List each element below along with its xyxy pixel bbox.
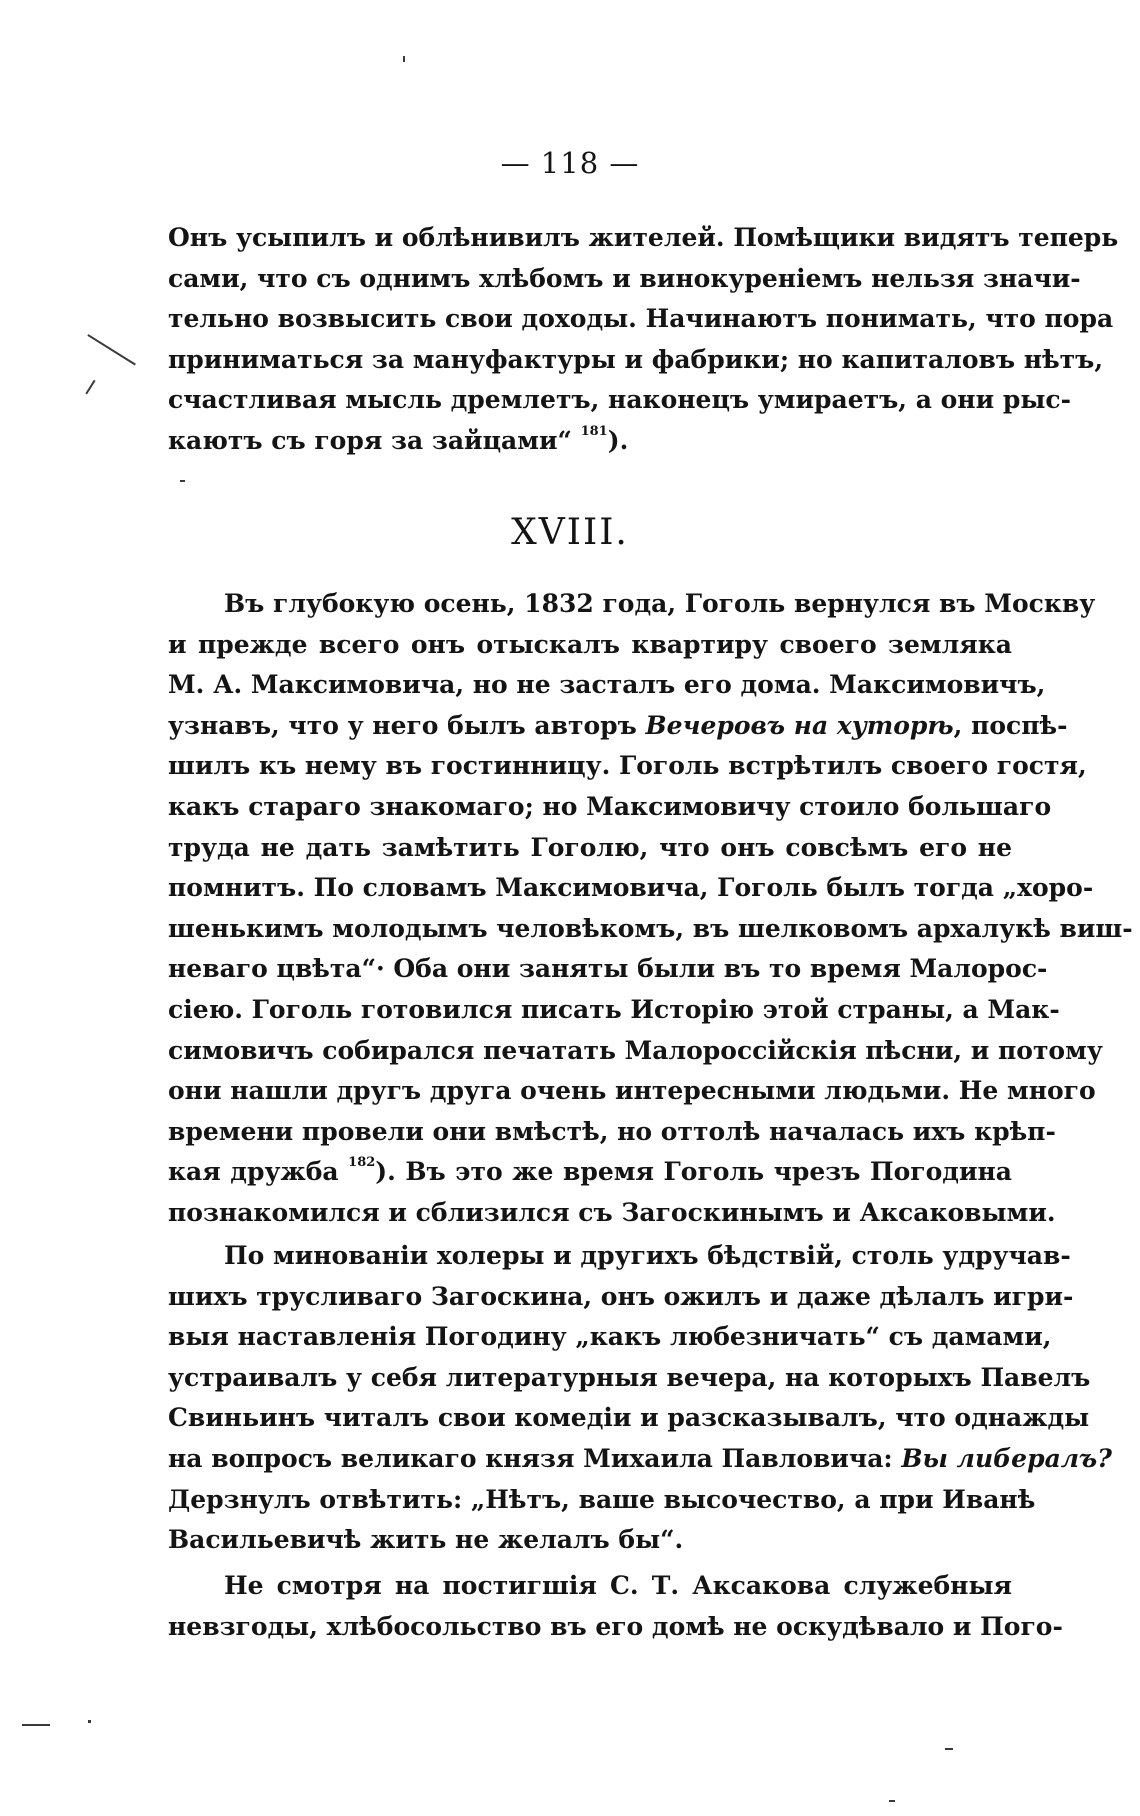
- text-line: и прежде всего онъ отыскалъ квартиру своего земляка: [168, 629, 1012, 659]
- text-line: помнитъ. По словамъ Максимовича, Гоголь былъ тогда „хоро-: [168, 873, 1094, 903]
- scan-mark: [403, 56, 405, 62]
- text-segment: каютъ съ горя за зайцами“: [168, 425, 572, 455]
- italic-title: Вечеровъ на хуторѣ: [645, 710, 954, 740]
- scan-mark: [88, 1720, 91, 1723]
- text-line: По минованіи холеры и другихъ бѣдствій, столь удручав-: [224, 1241, 1071, 1270]
- text-line: Не смотря на постигшія С. Т. Аксакова служебныя: [224, 1571, 1012, 1600]
- scan-mark: [889, 1800, 895, 1802]
- text-line: труда не дать замѣтить Гоголю, что онъ совсѣмъ его не: [168, 832, 1012, 862]
- text-line: Дерзнулъ отвѣтить: „Нѣтъ, ваше высочество, а при Иванѣ: [168, 1484, 1036, 1514]
- paragraph-aksakov: [168, 1566, 1063, 1647]
- text-line: неваго цвѣта“· Оба они заняты были въ то время Малорос-: [168, 954, 1048, 984]
- text-line: приниматься за мануфактуры и фабрики; но капиталовъ нѣтъ,: [168, 344, 1104, 374]
- text-line: выя наставленія Погодину „какъ любезничать“ съ дамами,: [168, 1322, 1052, 1352]
- paragraph-autumn-1832: [168, 584, 1133, 1234]
- paragraph-continuation: [168, 218, 1119, 462]
- text-line: [168, 706, 1068, 747]
- scan-mark: [88, 334, 136, 365]
- text-line: [168, 1152, 1012, 1193]
- text-segment: ). Въ это же время Гоголь чрезъ Погодина: [375, 1157, 1012, 1187]
- text-line: симовичъ собирался печатать Малороссійскія пѣсни, и потому: [168, 1035, 1103, 1065]
- scan-mark: [85, 380, 95, 394]
- text-line: счастливая мысль дремлетъ, наконецъ умираетъ, а они рыс-: [168, 385, 1071, 415]
- text-line: Онъ усыпилъ и облѣнивилъ жителей. Помѣщики видятъ теперь: [168, 223, 1119, 252]
- scan-mark: [945, 1748, 953, 1750]
- footnote-ref: 182: [348, 1155, 376, 1171]
- text-line: шихъ трусливаго Загоскина, онъ ожилъ и даже дѣлалъ игри-: [168, 1281, 1074, 1311]
- scan-mark: [180, 480, 185, 482]
- text-segment: ).: [607, 425, 629, 455]
- italic-quote: Вы либералъ?: [901, 1443, 1112, 1473]
- text-line: шенькимъ молодымъ человѣкомъ, въ шелковомъ архалукѣ виш-: [168, 913, 1133, 943]
- footnote-ref: 181: [580, 423, 608, 439]
- scan-mark: [22, 1724, 50, 1726]
- text-line: М. А. Максимовича, но не засталъ его дома. Максимовичъ,: [168, 670, 1046, 700]
- text-line: Васильевичѣ жить не желалъ бы“.: [168, 1525, 684, 1555]
- text-line: Свиньинъ читалъ свои комедіи и разсказывалъ, что однажды: [168, 1403, 1090, 1433]
- text-line: [168, 421, 1012, 462]
- text-segment: узнавъ, что у него былъ авторъ: [168, 710, 646, 740]
- text-line: шилъ къ нему въ гостинницу. Гоголь встрѣтилъ своего гостя,: [168, 751, 1087, 781]
- text-segment: , поспѣ-: [953, 710, 1068, 740]
- page-number: — 118 —: [500, 146, 640, 180]
- text-line: сами, что съ однимъ хлѣбомъ и винокуреніемъ нельзя значи-: [168, 263, 1081, 293]
- text-segment: кая дружба: [168, 1157, 349, 1187]
- text-line: невзгоды, хлѣбосольство въ его домѣ не оскудѣвало и Пого-: [168, 1611, 1063, 1641]
- paragraph-after-cholera: [168, 1236, 1112, 1561]
- text-line: они нашли другъ друга очень интересными людьми. Не много: [168, 1076, 1096, 1106]
- text-line: устраивалъ у себя литературныя вечера, на которыхъ Павелъ: [168, 1362, 1091, 1392]
- text-line: времени провели они вмѣстѣ, но оттолѣ началась ихъ крѣп-: [168, 1116, 1056, 1146]
- text-line: тельно возвысить свои доходы. Начинаютъ понимать, что пора: [168, 304, 1114, 334]
- text-line: познакомился и сблизился съ Загоскинымъ и Аксаковыми.: [168, 1197, 1056, 1227]
- chapter-heading: XVIII.: [511, 512, 629, 553]
- text-line: [168, 1439, 1112, 1480]
- text-line: сіею. Гоголь готовился писать Исторію этой страны, а Мак-: [168, 994, 1060, 1024]
- text-line: Въ глубокую осень, 1832 года, Гоголь вернулся въ Москву: [224, 589, 1096, 618]
- text-segment: на вопросъ великаго князя Михаила Павловича:: [168, 1443, 902, 1473]
- text-line: какъ стараго знакомаго; но Максимовичу стоило большаго: [168, 791, 1052, 821]
